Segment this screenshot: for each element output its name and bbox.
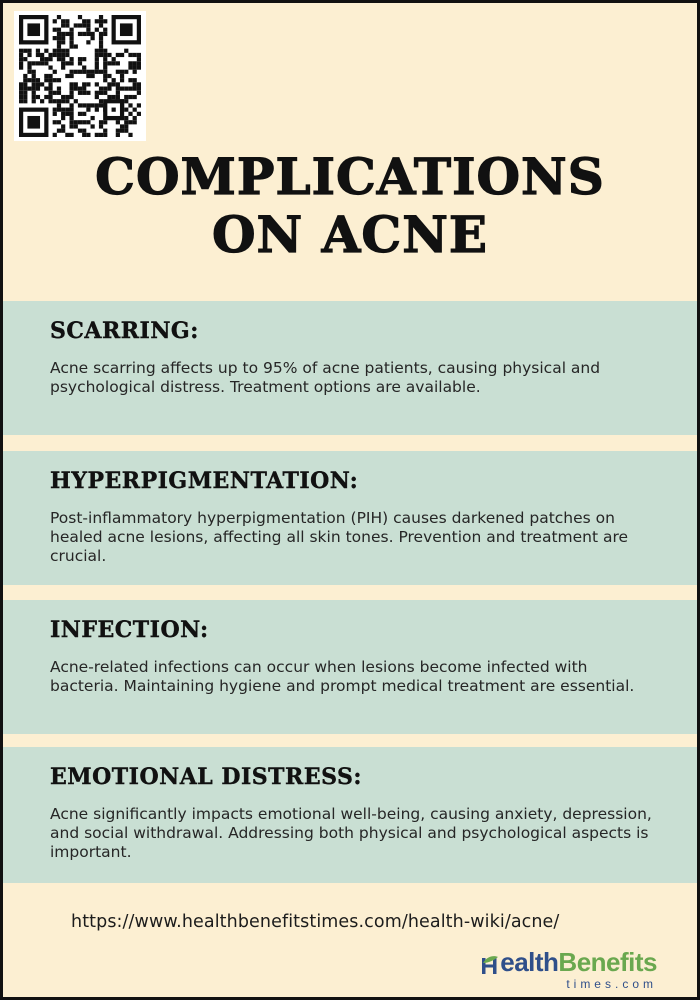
- section-heading: HYPERPIGMENTATION:: [50, 468, 359, 494]
- section-body: Post-inflammatory hyperpigmentation (PIH) causes darkened patches on healed acne lesions, affecting all skin tones. Prevention and treatment are crucial.: [50, 509, 629, 565]
- section-scarring: [3, 301, 697, 435]
- qr-code[interactable]: [14, 11, 146, 141]
- logo-benefits-text: Benefits: [558, 947, 657, 977]
- logo-health-text: ealth: [500, 947, 559, 977]
- title-line-2: ON ACNE: [211, 205, 489, 264]
- section-infection: [3, 600, 697, 734]
- section-body: Acne scarring affects up to 95% of acne patients, causing physical and psychological distress. Treatment options are available.: [50, 359, 601, 396]
- section-emotional-distress: [3, 747, 697, 883]
- source-url-link[interactable]: https://www.healthbenefitstimes.com/health-wiki/acne/: [71, 912, 560, 932]
- section-body: Acne-related infections can occur when lesions become infected with bacteria. Maintaining hygiene and prompt medical treatment are essential.: [50, 658, 635, 695]
- leaf-h-icon: [481, 955, 499, 975]
- section-heading: EMOTIONAL DISTRESS:: [50, 764, 363, 790]
- section-hyperpigmentation: [3, 451, 697, 585]
- qr-code-icon: [19, 15, 141, 137]
- logo-wordmark: [481, 949, 657, 975]
- brand-logo[interactable]: [481, 949, 657, 991]
- section-heading: INFECTION:: [50, 617, 209, 643]
- logo-subtitle: times.com: [566, 977, 657, 991]
- title-line-1: COMPLICATIONS: [95, 147, 605, 206]
- section-body: Acne significantly impacts emotional well-being, causing anxiety, depression, and social withdrawal. Addressing both physical and psychological aspects is important.: [50, 805, 652, 861]
- section-heading: SCARRING:: [50, 318, 199, 344]
- page-title: [3, 148, 697, 264]
